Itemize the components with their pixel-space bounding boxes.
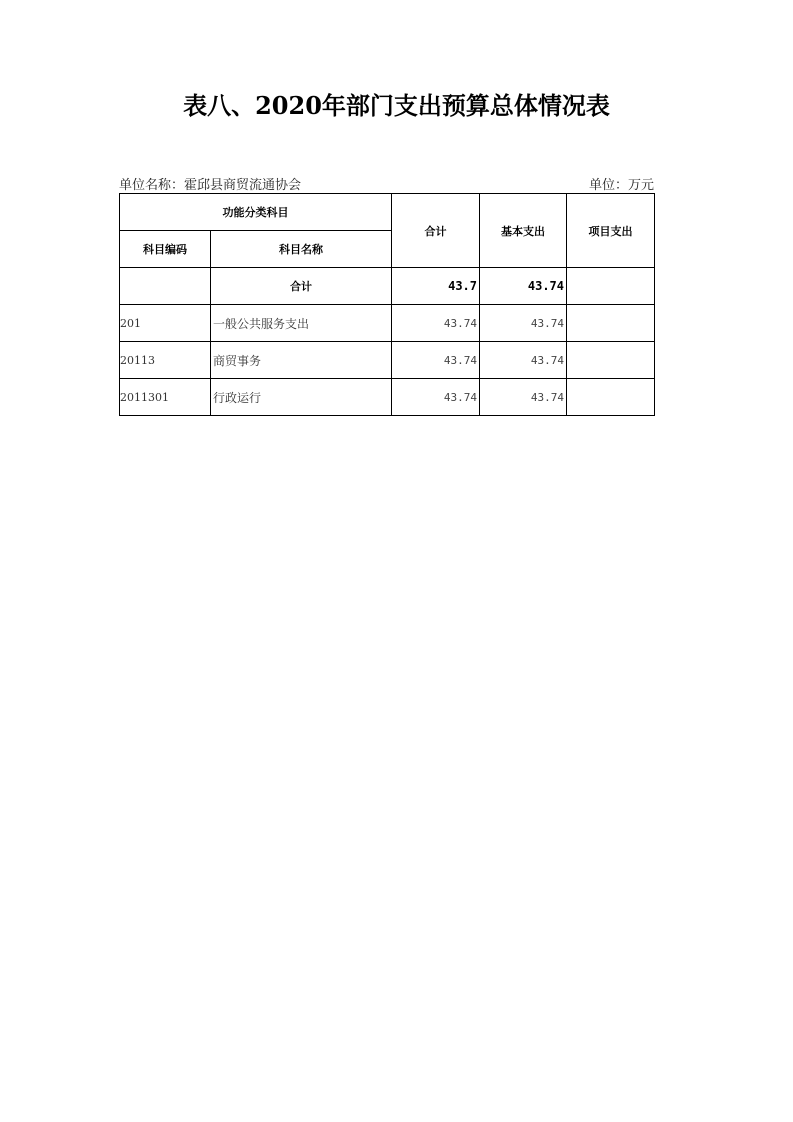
row-code: 2011301 <box>120 379 211 416</box>
table-row <box>120 379 655 416</box>
header-function-category: 功能分类科目 <box>120 194 392 231</box>
row-code: 20113 <box>120 342 211 379</box>
row-basic: 43.74 <box>480 379 567 416</box>
row-total: 43.74 <box>392 305 480 342</box>
row-name: 一般公共服务支出 <box>211 305 392 342</box>
unit-label: 单位：万元 <box>588 178 654 193</box>
header-name: 科目名称 <box>211 231 392 268</box>
page-title: 表八、2020年部门支出预算总体情况表 <box>183 91 610 120</box>
table-row <box>120 305 655 342</box>
row-basic: 43.74 <box>480 342 567 379</box>
total-name: 合计 <box>211 268 392 305</box>
row-name: 行政运行 <box>211 379 392 416</box>
row-code: 201 <box>120 305 211 342</box>
header-basic: 基本支出 <box>480 194 567 268</box>
row-total: 43.74 <box>392 342 480 379</box>
row-project <box>567 305 655 342</box>
total-total: 43.7 <box>392 268 480 305</box>
table-row <box>120 342 655 379</box>
row-total: 43.74 <box>392 379 480 416</box>
total-basic: 43.74 <box>480 268 567 305</box>
unit-name: 单位名称：霍邱县商贸流通协会 <box>119 178 302 193</box>
row-basic: 43.74 <box>480 305 567 342</box>
row-project <box>567 342 655 379</box>
header-row-1 <box>120 194 655 231</box>
row-project <box>567 379 655 416</box>
header-project: 项目支出 <box>567 194 655 268</box>
header-total: 合计 <box>392 194 480 268</box>
budget-table <box>119 193 655 416</box>
total-project <box>567 268 655 305</box>
total-code <box>120 268 211 305</box>
total-row <box>120 268 655 305</box>
header-code: 科目编码 <box>120 231 211 268</box>
row-name: 商贸事务 <box>211 342 392 379</box>
